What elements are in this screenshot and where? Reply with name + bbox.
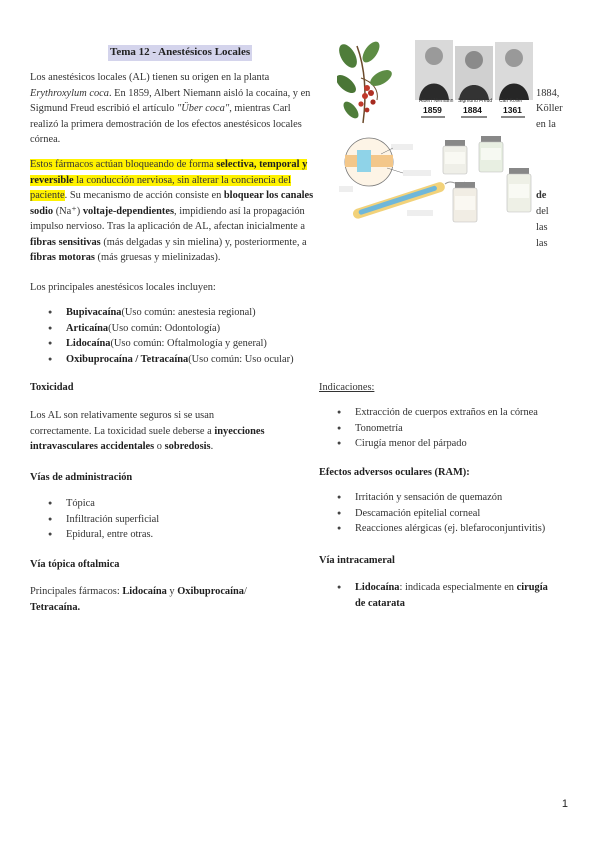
mechanism-line: [30, 188, 330, 204]
list-item: ● Descamación epitelial corneal: [337, 506, 587, 522]
text: /: [244, 586, 247, 597]
intro-line: [30, 117, 330, 133]
text: realizó la primera demostración de los efectos anestésicos locales: [30, 118, 302, 130]
drug-use: (Uso común: Odontología): [108, 322, 221, 334]
bold-text: fibras motoras: [30, 252, 95, 263]
mechanism-line: [30, 219, 330, 235]
text: Los AL son relativamente seguros si se usan: [30, 410, 215, 421]
list-item: [48, 305, 348, 321]
text: : indicada especialmente en: [399, 582, 517, 593]
drug-use: (Uso común: Uso ocular): [188, 353, 294, 365]
bold-text: sodio: [30, 205, 54, 217]
bold-text: inyecciones: [214, 425, 265, 437]
mechanism-paragraph: [30, 157, 330, 266]
bold-text: Lidocaína: [122, 586, 167, 597]
wrap-word: Köller: [536, 103, 563, 114]
list-item: ● Tópica: [48, 496, 298, 512]
bold-text: Oxibuprocaína: [177, 586, 244, 597]
wrap-word: de: [536, 190, 547, 201]
toxicidad-heading: Toxicidad: [30, 382, 74, 393]
vials-illustration: [443, 136, 531, 222]
bold-text: Lidocaína: [355, 582, 400, 593]
text: (Na⁺): [53, 205, 83, 217]
indicaciones-heading: Indicaciones:: [319, 382, 375, 393]
main-list-intro: Los principales anestésicos locales incluyen:: [30, 282, 216, 293]
year-label: 1361: [503, 105, 522, 115]
intro-line: [30, 101, 330, 117]
year-label: 1884: [463, 105, 482, 115]
text: o: [154, 441, 165, 452]
text: Los anestésicos locales (AL) tienen su origen en la planta: [30, 72, 270, 83]
bold-text: cirugía: [516, 582, 548, 593]
list-item: ● Tonometría: [337, 421, 587, 437]
intro-paragraph: [30, 70, 330, 148]
list-item: [48, 352, 348, 368]
plant-name: Erythroxylum coca: [30, 87, 109, 99]
list-item: [48, 336, 348, 352]
text-line: [30, 424, 300, 440]
caption-name: Albert Niemann: [419, 98, 454, 104]
highlighted-text: paciente: [30, 190, 65, 201]
intro-line: [30, 70, 330, 86]
text-line: [30, 408, 300, 424]
intro-line: [30, 86, 330, 102]
text: córnea.: [30, 134, 61, 145]
bold-text: bloquear los canales: [223, 190, 314, 201]
highlighted-bold: selectiva, temporal y: [216, 159, 308, 170]
text: , mientras Carl: [229, 103, 291, 114]
mechanism-line: [30, 250, 330, 266]
bold-text: intravasculares accidentales: [30, 441, 155, 452]
bold-text: voltaje-dependientes: [82, 205, 175, 217]
drug-name: Articaína: [66, 322, 109, 334]
indicaciones-list: [337, 405, 587, 452]
history-figure: [337, 38, 533, 230]
highlighted-text: la conducción nerviosa, sin alterar la conciencia del: [73, 174, 291, 186]
highlighted-bold: reversible: [30, 174, 74, 186]
highlighted-text: Estos fármacos actúan bloqueando de forma: [30, 159, 217, 170]
text: Sigmund Freud escribió el artículo: [30, 103, 177, 114]
figure-collage: [337, 38, 533, 230]
text-line: [30, 439, 300, 455]
wrap-word: 1884,: [536, 88, 560, 99]
page-title: Tema 12 - Anestésicos Locales: [108, 45, 252, 61]
ram-heading: Efectos adversos oculares (RAM):: [319, 467, 470, 478]
caption-name: Sigmund Freud: [458, 98, 493, 104]
topica-paragraph: [30, 584, 300, 615]
bold-text: de catarata: [355, 597, 405, 609]
list-item: ● Reacciones alérgicas (ej. blefaroconjuntivitis): [337, 521, 587, 537]
page-number: 1: [561, 798, 568, 810]
text: . En 1859, Albert Niemann aisló la cocaína, y en: [108, 87, 311, 99]
wrap-word: las: [536, 238, 548, 249]
toxicidad-paragraph: [30, 408, 300, 455]
wrap-word: del: [536, 206, 549, 217]
intracameral-heading: Vía intracameral: [319, 555, 395, 566]
drug-name: Oxibuprocaína / Tetracaína: [66, 353, 189, 365]
list-item: [337, 580, 587, 611]
wrap-word: las: [536, 222, 548, 233]
vias-heading: Vías de administración: [30, 472, 133, 483]
vias-list: [48, 496, 298, 543]
text: (más delgadas y sin mielina) y, posteriormente, a: [100, 236, 307, 248]
list-item: ● Epidural, entre otras.: [48, 527, 298, 543]
text-line: [30, 584, 300, 600]
mechanism-line: [30, 204, 330, 220]
text: Principales fármacos:: [30, 586, 123, 597]
text: , impidiendo así la propagación: [174, 205, 305, 217]
list-item: [48, 321, 348, 337]
list-item: ● Irritación y sensación de quemazón: [337, 490, 587, 506]
drug-use: (Uso común: anestesia regional): [121, 307, 256, 318]
caption-name: Carl Koller: [499, 98, 523, 104]
bold-text: Tetracaína.: [30, 601, 81, 613]
bold-text: sobredosis: [164, 441, 211, 452]
text: .: [210, 441, 214, 452]
text: correctamente. La toxicidad suele deberse a: [30, 425, 215, 437]
year-label: 1859: [423, 105, 442, 115]
article-title: "Über coca": [176, 103, 230, 114]
intracameral-list: [337, 580, 587, 611]
text: (más gruesas y mielinizadas).: [94, 252, 221, 263]
drug-name: Lidocaína: [66, 338, 111, 349]
text: . Su mecanismo de acción consiste en: [64, 190, 224, 201]
text: impulso nervioso. Tras la aplicación de AL, afectan inicialmente a: [30, 221, 305, 232]
topica-heading: Vía tópica oftalmica: [30, 559, 120, 570]
mechanism-line: [30, 157, 330, 173]
list-item: ● Extracción de cuerpos extraños en la córnea: [337, 405, 587, 421]
mechanism-line: [30, 235, 330, 251]
ram-list: [337, 490, 587, 537]
coca-plant-illustration: [337, 39, 394, 123]
portraits-illustration: [415, 40, 533, 118]
wrap-word: en la: [536, 119, 556, 130]
intro-line: [30, 132, 330, 148]
bold-text: fibras sensitivas: [30, 236, 101, 248]
list-item: ● Cirugía menor del párpado: [337, 436, 587, 452]
drug-name: Bupivacaína: [66, 307, 122, 318]
anesthetics-list: [48, 305, 348, 367]
text-line: [30, 600, 300, 616]
text: y: [166, 586, 178, 597]
drug-use: (Uso común: Oftalmología y general): [110, 338, 267, 349]
mechanism-line: [30, 173, 330, 189]
list-item: ● Infiltración superficial: [48, 512, 298, 528]
